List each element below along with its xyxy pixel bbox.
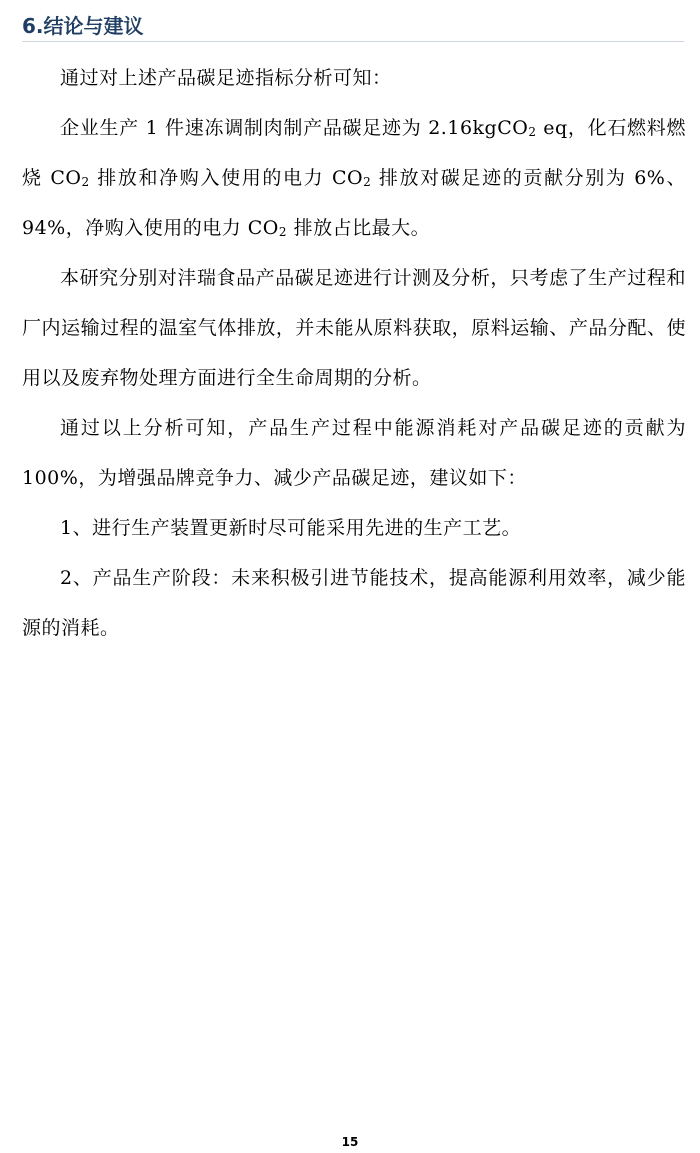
subscript: 2 <box>528 125 537 139</box>
subscript: 2 <box>363 175 372 189</box>
document-body <box>22 53 686 653</box>
text-segment: 排放和净购入使用的电力 CO <box>89 167 364 189</box>
paragraph-analysis: 通过以上分析可知，产品生产过程中能源消耗对产品碳足迹的贡献为 100%，为增强品牌竞争力、减少产品碳足迹，建议如下： <box>22 417 686 489</box>
text-segment: 企业生产 1 件速冻调制肉制产品碳足迹为 2.16kgCO <box>60 117 529 139</box>
page-number: 15 <box>341 1135 359 1149</box>
recommendation-item-1: 1、进行生产装置更新时尽可能采用先进的生产工艺。 <box>60 517 522 539</box>
text-segment: 排放对碳足迹的贡献分别为 6%、94%，净购入使用的电力 CO <box>22 167 686 239</box>
paragraph-intro: 通过对上述产品碳足迹指标分析可知： <box>60 67 392 89</box>
section-title: 6.结论与建议 <box>22 14 144 38</box>
text-segment: eq，化石燃料燃烧 CO <box>22 117 686 189</box>
recommendation-item-2: 2、产品生产阶段：未来积极引进节能技术，提高能源利用效率，减少能源的消耗。 <box>22 567 686 639</box>
subscript: 2 <box>278 225 288 239</box>
paragraph-scope: 本研究分别对沣瑞食品产品碳足迹进行计测及分析，只考虑了生产过程和厂内运输过程的温室气体排放，并未能从原料获取，原料运输、产品分配、使用以及废弃物处理方面进行全生命周期的分析。 <box>22 267 686 389</box>
section-heading <box>22 10 684 42</box>
text-segment: 排放占比最大。 <box>287 217 431 239</box>
subscript: 2 <box>81 175 90 189</box>
paragraph-carbon-footprint <box>22 103 686 253</box>
